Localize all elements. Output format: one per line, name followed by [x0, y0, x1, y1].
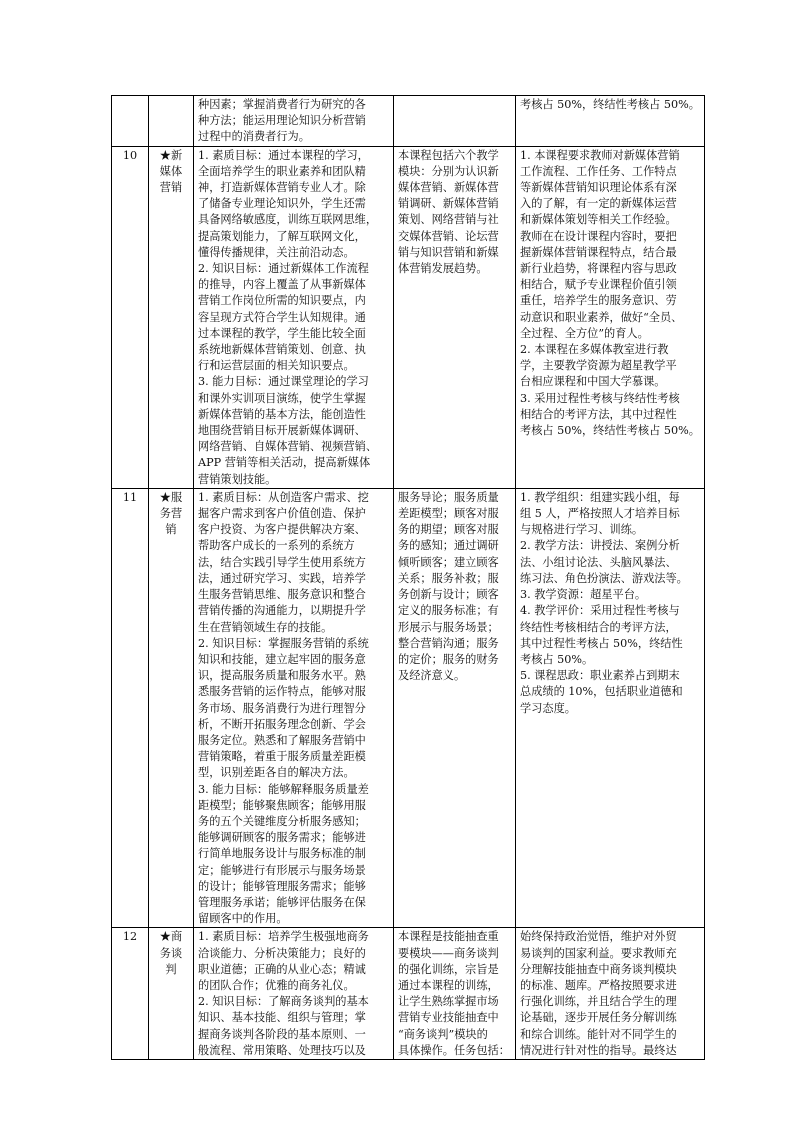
course-name — [149, 96, 194, 147]
course-name: ★服 务营 销 — [149, 488, 194, 927]
table-row — [112, 488, 705, 927]
course-objectives: 1. 素质目标：培养学生极强地商务 洽谈能力、分析决策能力；良好的 职业道德；正确的从业心态；精诚 的团队合作；优雅的商务礼仪。 2. 知识目标：了解商务谈判的基本 知识、基本技能、组织与管理；掌 握商务谈判各阶段的基本原则、一 般流程、常用策略、处理技巧以及 — [194, 928, 394, 1060]
course-content — [394, 96, 516, 147]
table-row — [112, 96, 705, 147]
table-row — [112, 146, 705, 488]
course-content: 本课程是技能抽查重 要模块——商务谈判 的强化训练，宗旨是 通过本课程的训练， 让学生熟练掌握市场 营销专业技能抽查中 “商务谈判”模块的 具体操作。任务包括： — [394, 928, 516, 1060]
course-number: 10 — [112, 146, 149, 488]
teaching-requirements: 1. 本课程要求教师对新媒体营销 工作流程、工作任务、工作特点 等新媒体营销知识理论体系有深 入的了解，有一定的新媒体运营 和新媒体策划等相关工作经验。 教师在在设计课程内容时，要把 握新媒体营销课程特点，结合最 新行业趋势，将课程内容与思政 相结合，赋予专业课程价值引领 重任，培养学生的服务意识、劳 动意识和职业素养，做好“全员、 全过程、全方位”的育人。 2. 本课程在多媒体教室进行教 学，主要教学资源为超星教学平 台相应课程和中国大学慕课。 3. 采用过程性考核与终结性考核 相结合的考评方法，其中过程性 考核占 50%，终结性考核占 50%。 — [516, 146, 705, 488]
course-objectives: 1. 素质目标：从创造客户需求、挖 掘客户需求到客户价值创造、保护 客户投资、为客户提供解决方案、 帮助客户成长的一系列的系统方 法，结合实践引导学生使用系统方 法，通过研究学习、实践，培养学 生服务营销思维、服务意识和整合 营销传播的沟通能力，以期提升学 生在营销领域生存的技能。 2. 知识目标：掌握服务营销的系统 知识和技能，建立起牢固的服务意 识，提高服务质量和服务水平。熟 悉服务营销的运作特点，能够对服 务市场、服务消费行为进行理智分 析，不断开拓服务理念创新、学会 服务定位。熟悉和了解服务营销中 营销策略，着重于服务质量差距模 型，识别差距各自的解决方法。 3. 能力目标：能够解释服务质量差 距模型；能够聚焦顾客；能够用服 务的五个关键维度分析服务感知； 能够调研顾客的服务需求；能够进 行简单地服务设计与服务标准的制 定；能够进行有形展示与服务场景 的设计；能够管理服务需求；能够 管理服务承诺；能够评估服务在保 留顾客中的作用。 — [194, 488, 394, 927]
course-name: ★新 媒体 营销 — [149, 146, 194, 488]
course-table — [111, 95, 705, 1060]
teaching-requirements: 考核占 50%，终结性考核占 50%。 — [516, 96, 705, 147]
course-number: 12 — [112, 928, 149, 1060]
course-content: 服务导论；服务质量 差距模型；顾客对服 务的期望；顾客对服 务的感知；通过调研 倾听顾客；建立顾客 关系；服务补救；服 务创新与设计；顾客 定义的服务标准；有 形展示与服务场景； 整合营销沟通；服务 的定价；服务的财务 及经济意义。 — [394, 488, 516, 927]
table-row — [112, 928, 705, 1060]
course-objectives: 1. 素质目标：通过本课程的学习， 全面培养学生的职业素养和团队精 神，打造新媒体营销专业人才。除 了储备专业理论知识外，学生还需 具备网络敏感度，训练互联网思维， 提高策划能力，了解互联网文化， 懂得传播规律，关注前沿动态。 2. 知识目标：通过新媒体工作流程 的推导，内容上覆盖了从事新媒体 营销工作岗位所需的知识要点，内 容呈现方式符合学生认知规律。通 过本课程的教学，学生能比较全面 系统地新媒体营销策划、创意、执 行和运营层面的相关知识要点。 3. 能力目标：通过课堂理论的学习 和课外实训项目演练，使学生掌握 新媒体营销的基本方法，能创造性 地围绕营销目标开展新媒体调研、 网络营销、自媒体营销、视频营销、 APP 营销等相关活动，提高新媒体 营销策划技能。 — [194, 146, 394, 488]
course-content: 本课程包括六个教学 模块：分别为认识新 媒体营销、新媒体营 销调研、新媒体营销 策划、网络营销与社 交媒体营销、论坛营 销与知识营销和新媒 体营销发展趋势。 — [394, 146, 516, 488]
course-objectives: 种因素；掌握消费者行为研究的各 种方法；能运用理论知识分析营销 过程中的消费者行为。 — [194, 96, 394, 147]
course-name: ★商 务谈 判 — [149, 928, 194, 1060]
course-number — [112, 96, 149, 147]
course-number: 11 — [112, 488, 149, 927]
teaching-requirements: 始终保持政治觉悟，维护对外贸 易谈判的国家利益。要求教师充 分理解技能抽查中商务谈判模块 的标准、题库。严格按照要求进 行强化训练，并且结合学生的理 论基础，逐步开展任务分解训练 和综合训练。能针对不同学生的 情况进行针对性的指导。最终达 — [516, 928, 705, 1060]
teaching-requirements: 1. 教学组织：组建实践小组，每 组 5 人，严格按照人才培养目标 与规格进行学习、训练。 2. 教学方法：讲授法、案例分析 法、小组讨论法、头脑风暴法、 练习法、角色扮演法、游戏法等。 3. 教学资源：超星平台。 4. 教学评价：采用过程性考核与 终结性考核相结合的考评方法， 其中过程性考核占 50%，终结性 考核占 50%。 5. 课程思政：职业素养占到期末 总成绩的 10%，包括职业道德和 学习态度。 — [516, 488, 705, 927]
